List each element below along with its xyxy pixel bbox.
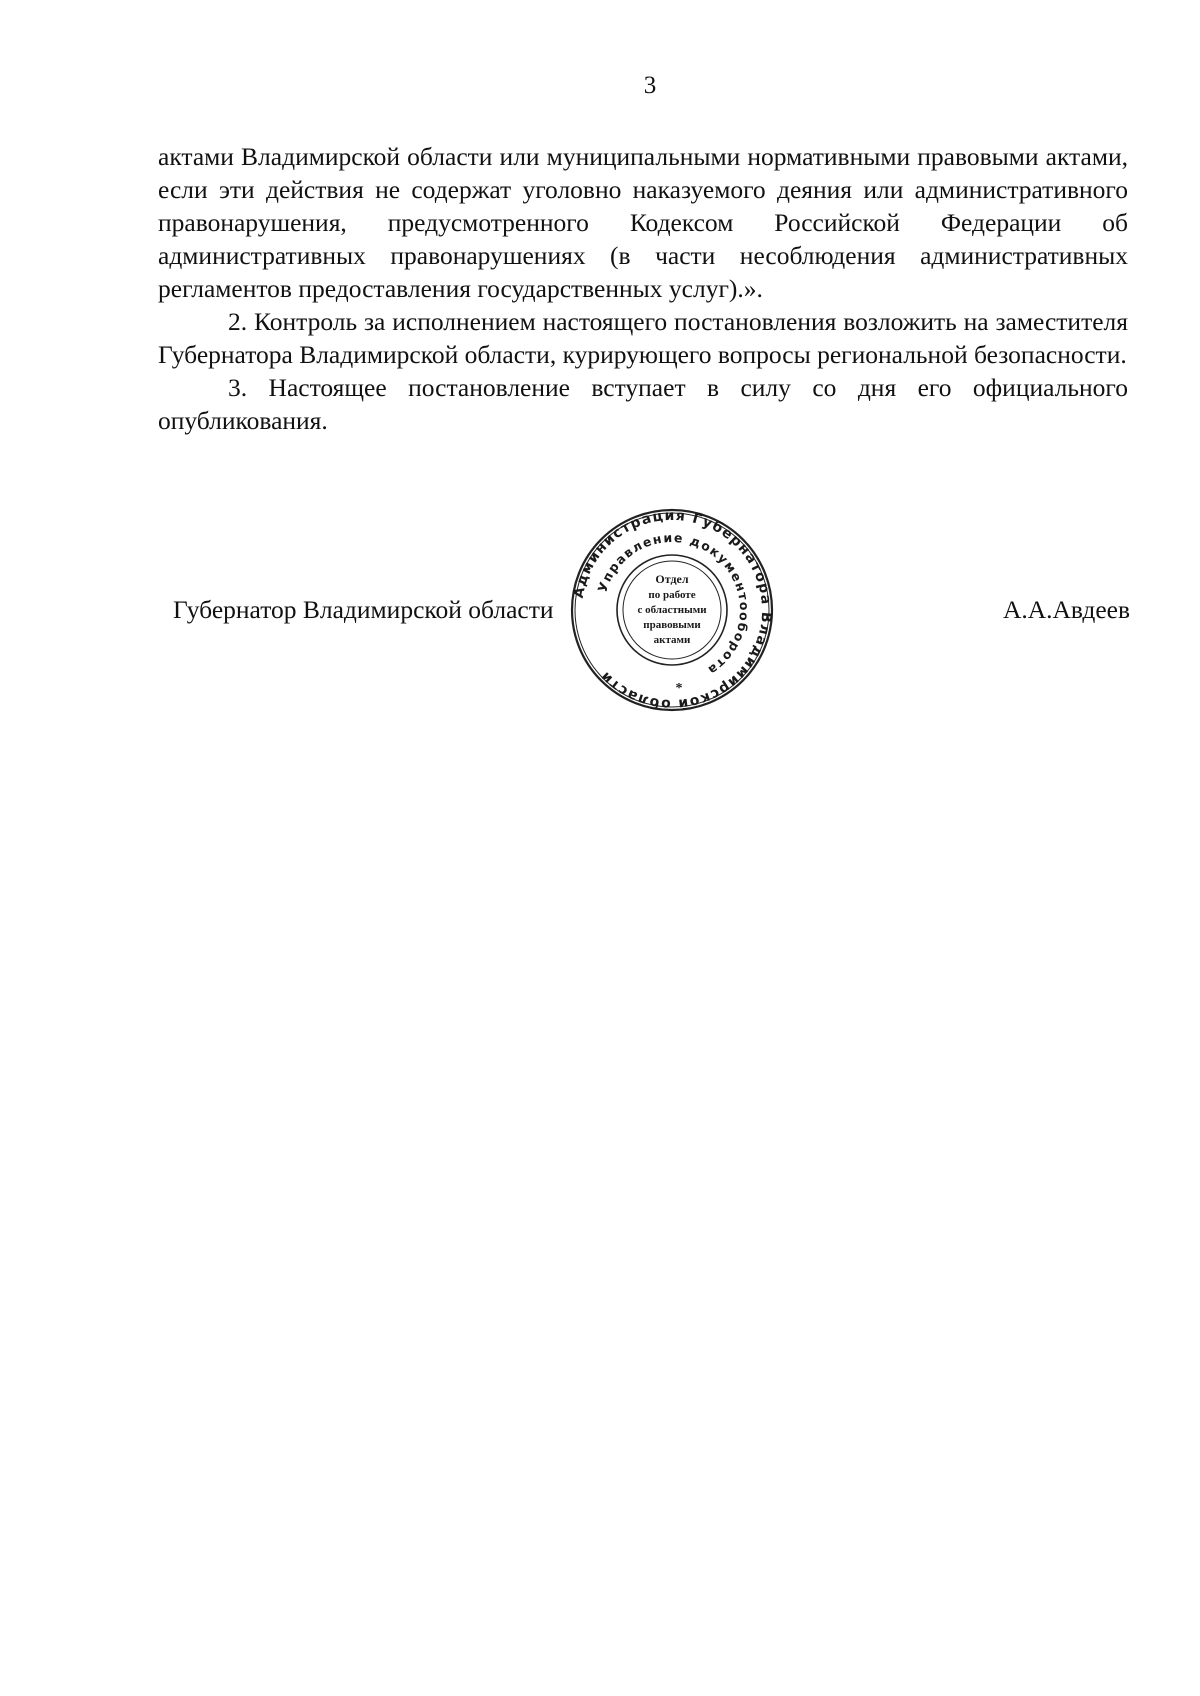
document-body [158, 140, 1128, 437]
signatory-name: А.А.Авдеев [1002, 595, 1130, 624]
seal-center-line-3: с областными [637, 604, 707, 616]
seal-outer-text: Администрация Губернатора Владимирской области [570, 507, 775, 713]
page-number: 3 [643, 72, 657, 99]
seal-center-line-1: Отдел [655, 572, 689, 586]
seal-center-line-2: по работе [648, 589, 696, 601]
paragraph-item-3: 3. Настоящее постановление вступает в силу со дня его официального опубликования. [158, 373, 1128, 435]
signatory-title: Губернатор Владимирской области [173, 595, 554, 624]
seal-center-line-5: актами [653, 634, 691, 646]
official-seal [567, 505, 777, 715]
seal-graphic [567, 505, 777, 715]
seal-star-icon: * [675, 681, 683, 696]
paragraph-continuation: актами Владимирской области или муниципальными нормативными правовыми актами, если эти действия не содержат уголовно наказуемого деяния или административного правонарушения, предусмотренного Кодексом Российской Федерации об административных правонарушениях (в части несоблюдения административных регламентов предоставления государственных услуг).». [158, 142, 1128, 303]
seal-inner-text: Управление документооборота [594, 529, 753, 679]
paragraph-item-2: 2. Контроль за исполнением настоящего постановления возложить на заместителя Губернатора Владимирской области, курирующего вопросы региональной безопасности. [158, 307, 1128, 369]
seal-center-line-4: правовыми [643, 619, 701, 631]
